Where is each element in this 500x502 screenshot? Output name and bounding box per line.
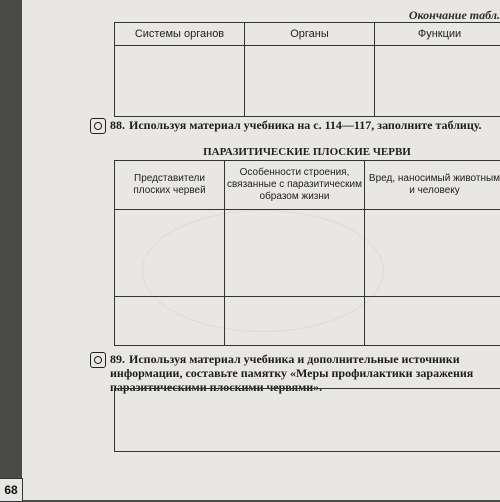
workbook-page <box>22 0 500 500</box>
organ-systems-table <box>114 22 500 117</box>
table-cell[interactable] <box>225 297 365 346</box>
table-cell[interactable] <box>245 46 375 117</box>
task-text: Используя материал учебника на с. 114—117, заполните таблицу. <box>129 118 482 132</box>
column-header-representatives: Представители плоских червей <box>115 161 225 210</box>
task-number: 89. <box>110 352 125 366</box>
table-cell[interactable] <box>375 46 500 117</box>
table-cell[interactable] <box>115 210 225 297</box>
column-header-organs: Органы <box>245 23 375 46</box>
page-number: 68 <box>0 478 23 502</box>
table-continuation-note: Окончание табл. <box>409 8 500 23</box>
task-number: 88. <box>110 118 125 132</box>
task-text: Используя материал учебника и дополнительные источники информации, составьте памятку «Меры профилактики заражения паразитическими плоскими червями». <box>110 352 473 394</box>
task-88 <box>110 118 500 132</box>
table-cell[interactable] <box>225 210 365 297</box>
answer-box[interactable] <box>114 388 500 452</box>
book-icon <box>90 352 106 368</box>
column-header-functions: Функции <box>375 23 500 46</box>
column-header-harm: Вред, наносимый животным и человеку <box>365 161 500 210</box>
table-cell[interactable] <box>365 210 500 297</box>
table-title: ПАРАЗИТИЧЕСКИЕ ПЛОСКИЕ ЧЕРВИ <box>172 146 442 158</box>
column-header-features: Особенности строения, связанные с паразитическим образом жизни <box>225 161 365 210</box>
table-cell[interactable] <box>115 46 245 117</box>
table-cell[interactable] <box>115 297 225 346</box>
column-header-systems: Системы органов <box>115 23 245 46</box>
parasitic-worms-table <box>114 160 500 346</box>
book-icon <box>90 118 106 134</box>
table-cell[interactable] <box>365 297 500 346</box>
